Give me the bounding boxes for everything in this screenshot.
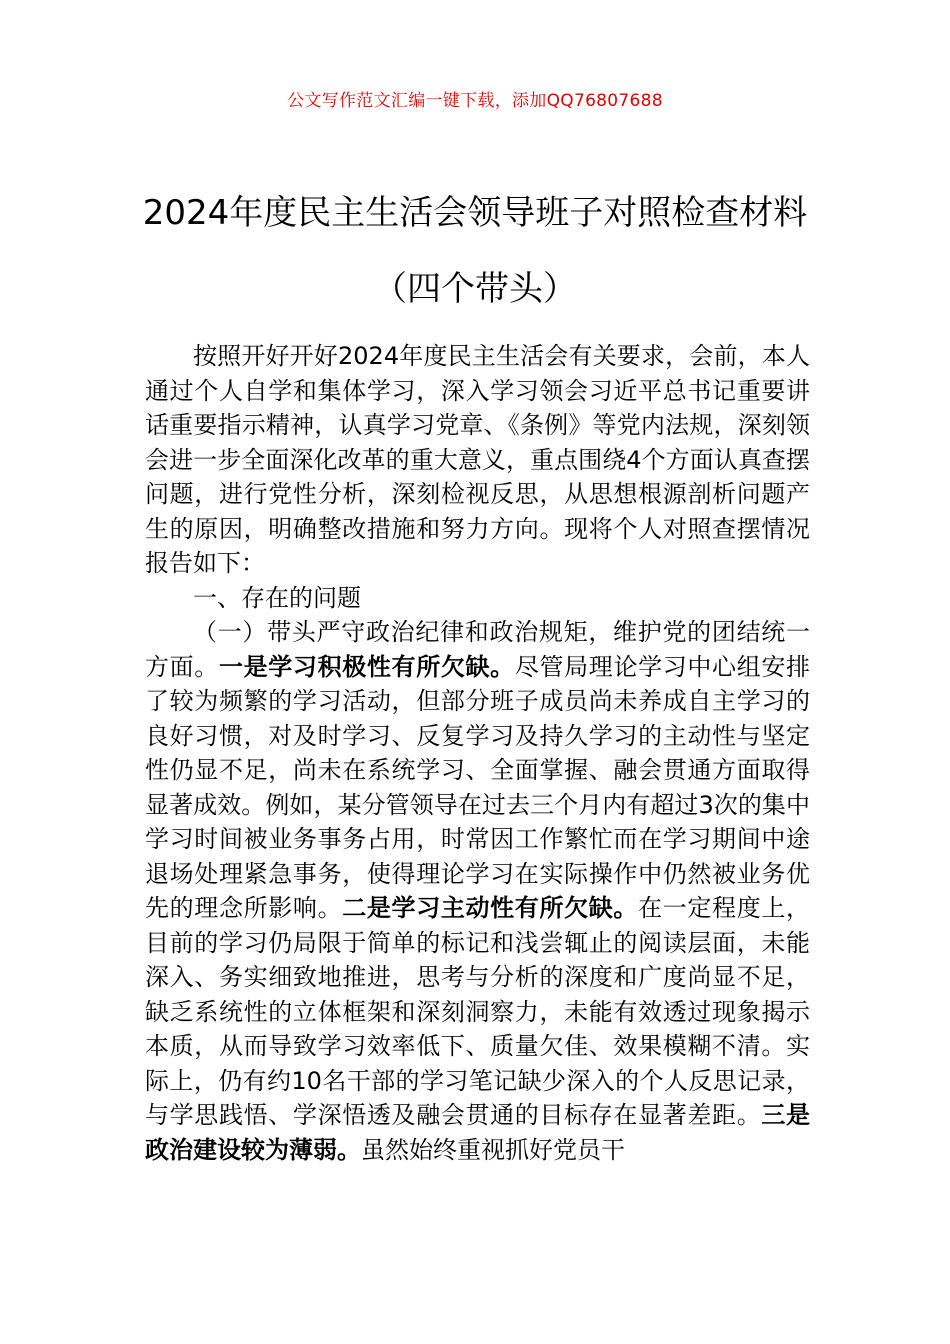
document-body (145, 339, 810, 1167)
download-banner: 公文写作范文汇编一键下载，添加QQ76807688 (287, 91, 663, 111)
intro-paragraph: 按照开好开好2024年度民主生活会有关要求，会前，本人通过个人自学和集体学习，深入学习领会习近平总书记重要讲话重要指示精神，认真学习党章、《条例》等党内法规，深刻领会进一步全面深化改革的重大意义，重点围绕4个方面认真查摆问题，进行党性分析，深刻检视反思，从思想根源剖析问题产生的原因，明确整改措施和努力方向。现将个人对照查摆情况报告如下： (145, 342, 810, 577)
point-three-text: 虽然始终重视抓好党员干 (361, 1135, 625, 1164)
point-one-heading: 一是学习积极性有所欠缺。 (218, 652, 515, 681)
point-two-heading: 二是学习主动性有所欠缺。 (342, 894, 639, 922)
section-paragraph (145, 615, 810, 1167)
document-title: 2024年度民主生活会领导班子对照检查材料（四个带头） (142, 192, 808, 309)
subsection-lead: （一）带头严守政治纪律和政治规矩，维护党的团结统一方面。 (145, 618, 810, 681)
point-three-heading: 三是政治建设较为薄弱。 (145, 1101, 811, 1164)
point-two-text: 在一定程度上，目前的学习仍局限于简单的标记和浅尝辄止的阅读层面，未能深入、务实细致地推进，思考与分析的深度和广度尚显不足，缺乏系统性的立体框架和深刻洞察力，未能有效透过现象揭示本质，从而导致学习效率低下、质量欠佳、效果模糊不清。实际上，仍有约10名干部的学习笔记缺少深入的个人反思记录，与学思践悟、学深悟透及融会贯通的目标存在显著差距。 (145, 894, 811, 1129)
point-one-text: 尽管局理论学习中心组安排了较为频繁的学习活动，但部分班子成员尚未养成自主学习的良好习惯，对及时学习、反复学习及持久学习的主动性与坚定性仍显不足，尚未在系统学习、全面掌握、融会贯通方面取得显著成效。例如，某分管领导在过去三个月内有超过3次的集中学习时间被业务事务占用，时常因工作繁忙而在学习期间中途退场处理紧急事务，使得理论学习在实际操作中仍然被业务优先的理念所影响。 (145, 652, 811, 922)
section-heading: 一、存在的问题 (193, 583, 361, 612)
